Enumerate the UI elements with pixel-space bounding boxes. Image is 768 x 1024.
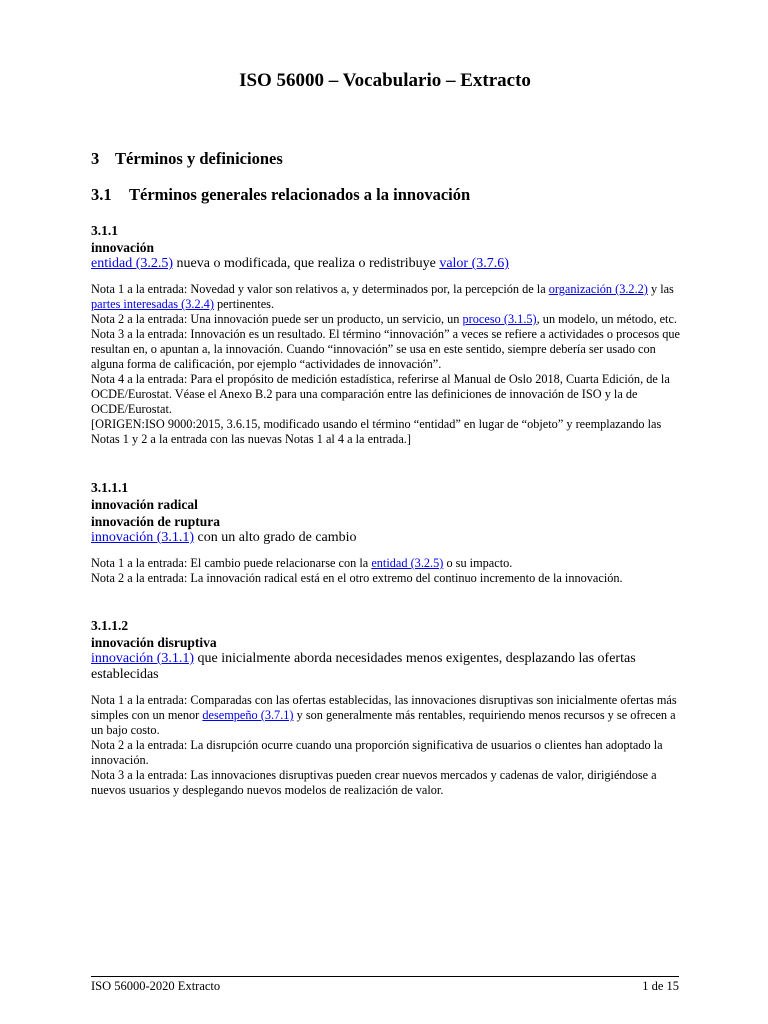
link-entidad[interactable]: entidad (3.2.5) bbox=[91, 256, 174, 271]
section-number: 3 bbox=[91, 149, 100, 168]
footer-page-number: 1 de 15 bbox=[642, 979, 679, 993]
section-title: Términos y definiciones bbox=[115, 149, 283, 168]
entry-term: innovación radical bbox=[91, 497, 198, 512]
document-title: ISO 56000 – Vocabulario – Extracto bbox=[239, 70, 531, 91]
note-1: Nota 1 a la entrada: Novedad y valor son relativos a, y determinados por, la percepción de la organización (3.2.2) y las partes interesadas (3.2.4) pertinentes. bbox=[91, 282, 674, 311]
entry-definition: innovación (3.1.1) que inicialmente aborda necesidades menos exigentes, desplazando las ofertas establecidas bbox=[91, 651, 636, 682]
link-desempeno[interactable]: desempeño (3.7.1) bbox=[202, 708, 294, 722]
note-1: Nota 1 a la entrada: El cambio puede relacionarse con la entidad (3.2.5) o su impacto. bbox=[91, 556, 513, 570]
entry-number: 3.1.1.2 bbox=[91, 618, 129, 633]
entry-term-alt: innovación de ruptura bbox=[91, 514, 221, 529]
subsection-title: Términos generales relacionados a la innovación bbox=[129, 185, 471, 204]
note-origin: [ORIGEN:ISO 9000:2015, 3.6.15, modificado usando el término “entidad” en lugar de “objeto” y reemplazando las Notas 1 y 2 a la entrada con las nuevas Notas 1 al 4 a la entrada.] bbox=[91, 417, 662, 446]
link-valor[interactable]: valor (3.7.6) bbox=[439, 256, 509, 271]
link-innovacion[interactable]: innovación (3.1.1) bbox=[91, 651, 195, 666]
link-proceso[interactable]: proceso (3.1.5) bbox=[462, 312, 537, 326]
note-2: Nota 2 a la entrada: Una innovación puede ser un producto, un servicio, un proceso (3.1.5), un modelo, un método, etc. bbox=[91, 312, 678, 326]
entry-definition: innovación (3.1.1) con un alto grado de cambio bbox=[91, 530, 357, 545]
entry-definition: entidad (3.2.5) nueva o modificada, que realiza o redistribuye valor (3.7.6) bbox=[91, 256, 509, 271]
subsection-heading bbox=[91, 185, 470, 205]
link-partes-interesadas[interactable]: partes interesadas (3.2.4) bbox=[91, 297, 214, 311]
note-3: Nota 3 a la entrada: Innovación es un resultado. El término “innovación” a veces se refiere a actividades o procesos que resultan en, o apuntan a, la innovación. Cuando “innovación” se usa en este sentido, siempre debería ser usado con alguna forma de calificación, por ejemplo “actividades de innovación”. bbox=[91, 327, 680, 371]
entry-number: 3.1.1.1 bbox=[91, 480, 129, 495]
section-heading bbox=[91, 149, 283, 169]
link-innovacion[interactable]: innovación (3.1.1) bbox=[91, 530, 195, 545]
entry-3-1-1 bbox=[91, 222, 681, 447]
note-3: Nota 3 a la entrada: Las innovaciones disruptivas pueden crear nuevos mercados y cadenas de valor, dirigiéndose a nuevos usuarios y desplegando nuevos modelos de realización de valor. bbox=[91, 768, 657, 797]
note-2: Nota 2 a la entrada: La innovación radical está en el otro extremo del continuo incremento de la innovación. bbox=[91, 571, 623, 585]
link-organizacion[interactable]: organización (3.2.2) bbox=[548, 282, 648, 296]
entry-notes bbox=[91, 282, 681, 447]
entry-notes bbox=[91, 556, 681, 586]
entry-3-1-1-2 bbox=[91, 617, 681, 798]
note-4: Nota 4 a la entrada: Para el propósito de medición estadística, referirse al Manual de Oslo 2018, Cuarta Edición, de la OCDE/Eurostat. Véase el Anexo B.2 para una comparación entre las definiciones de innovación de ISO y la de OCDE/Eurostat. bbox=[91, 372, 670, 416]
entry-term: innovación disruptiva bbox=[91, 635, 217, 650]
entry-term: innovación bbox=[91, 240, 155, 255]
note-1: Nota 1 a la entrada: Comparadas con las ofertas establecidas, las innovaciones disruptivas son inicialmente ofertas más simples con un menor desempeño (3.7.1) y son generalmente más rentables, requiriendo menos recursos y se ofrecen a un bajo costo. bbox=[91, 693, 677, 737]
entry-notes bbox=[91, 693, 681, 798]
note-2: Nota 2 a la entrada: La disrupción ocurre cuando una proporción significativa de usuarios o clientes han adoptado la innovación. bbox=[91, 738, 663, 767]
subsection-number: 3.1 bbox=[91, 185, 112, 204]
entry-3-1-1-1 bbox=[91, 479, 681, 586]
footer-document-name: ISO 56000-2020 Extracto bbox=[91, 979, 221, 993]
link-entidad[interactable]: entidad (3.2.5) bbox=[371, 556, 444, 570]
footer-divider bbox=[91, 976, 679, 977]
entry-number: 3.1.1 bbox=[91, 223, 118, 238]
